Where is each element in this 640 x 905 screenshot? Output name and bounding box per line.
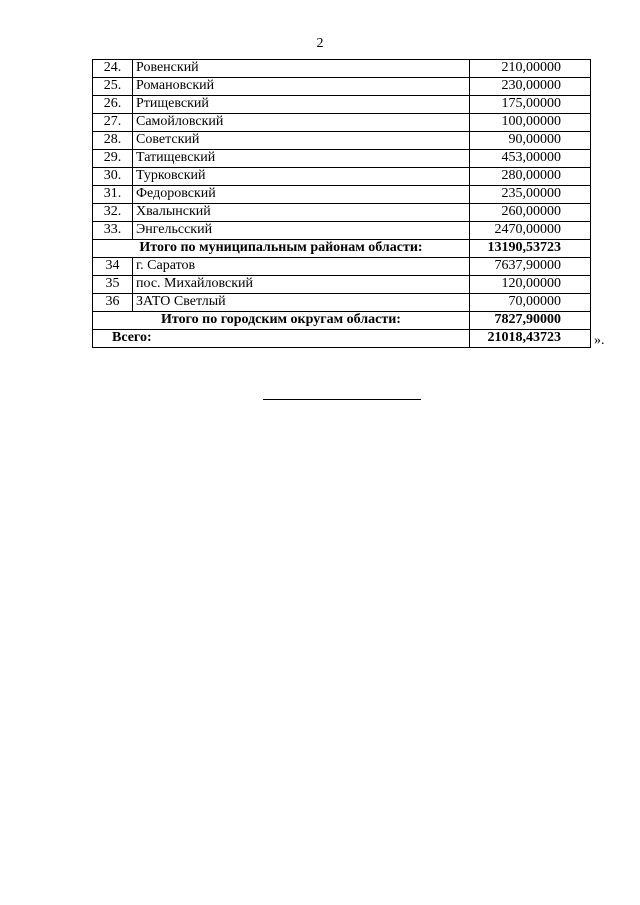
- row-number: 35: [93, 276, 133, 294]
- amount-value: 453,00000: [470, 150, 591, 168]
- amount-value: 235,00000: [470, 186, 591, 204]
- amount-value: 230,00000: [470, 78, 591, 96]
- row-number: 24.: [93, 60, 133, 78]
- district-name: Татищевский: [133, 150, 470, 168]
- row-number: 25.: [93, 78, 133, 96]
- table-row: [93, 96, 591, 114]
- district-name: Федоровский: [133, 186, 470, 204]
- district-name: Турковский: [133, 168, 470, 186]
- table-row: [93, 132, 591, 150]
- row-number: 31.: [93, 186, 133, 204]
- cities-total-value: 7827,90000: [470, 312, 591, 330]
- amount-value: 210,00000: [470, 60, 591, 78]
- grand-total-row: [93, 330, 591, 348]
- grand-total-value: 21018,43723: [470, 330, 591, 348]
- district-name: Самойловский: [133, 114, 470, 132]
- amount-value: 120,00000: [470, 276, 591, 294]
- district-name: Энгельсский: [133, 222, 470, 240]
- amount-value: 280,00000: [470, 168, 591, 186]
- districts-total-value: 13190,53723: [470, 240, 591, 258]
- row-number: 32.: [93, 204, 133, 222]
- table-row: [93, 186, 591, 204]
- row-number: 28.: [93, 132, 133, 150]
- city-name: пос. Михайловский: [133, 276, 470, 294]
- page-number: 2: [316, 36, 324, 51]
- district-name: Ровенский: [133, 60, 470, 78]
- row-number: 34: [93, 258, 133, 276]
- amount-value: 175,00000: [470, 96, 591, 114]
- districts-total-label: Итого по муниципальным районам области:: [93, 240, 470, 258]
- amount-value: 90,00000: [470, 132, 591, 150]
- divider-line: [263, 399, 421, 400]
- district-name: Хвалынский: [133, 204, 470, 222]
- amount-value: 7637,90000: [470, 258, 591, 276]
- table-row: [93, 276, 591, 294]
- table-row: [93, 60, 591, 78]
- table-row: [93, 78, 591, 96]
- cities-total-label: Итого по городским округам области:: [93, 312, 470, 330]
- table-row: [93, 294, 591, 312]
- row-number: 30.: [93, 168, 133, 186]
- grand-total-label: Всего:: [93, 330, 470, 348]
- amount-value: 2470,00000: [470, 222, 591, 240]
- district-name: Советский: [133, 132, 470, 150]
- table-row: [93, 114, 591, 132]
- table-row: [93, 204, 591, 222]
- table-row: [93, 150, 591, 168]
- districts-total-row: [93, 240, 591, 258]
- cities-total-row: [93, 312, 591, 330]
- row-number: 27.: [93, 114, 133, 132]
- table-row: [93, 258, 591, 276]
- city-name: г. Саратов: [133, 258, 470, 276]
- table-row: [93, 222, 591, 240]
- amount-value: 70,00000: [470, 294, 591, 312]
- budget-allocation-table: [92, 59, 591, 348]
- row-number: 33.: [93, 222, 133, 240]
- table-row: [93, 168, 591, 186]
- district-name: Романовский: [133, 78, 470, 96]
- district-name: Ртищевский: [133, 96, 470, 114]
- amount-value: 100,00000: [470, 114, 591, 132]
- row-number: 36: [93, 294, 133, 312]
- row-number: 26.: [93, 96, 133, 114]
- city-name: ЗАТО Светлый: [133, 294, 470, 312]
- amount-value: 260,00000: [470, 204, 591, 222]
- row-number: 29.: [93, 150, 133, 168]
- closing-quote-mark: ».: [594, 333, 605, 348]
